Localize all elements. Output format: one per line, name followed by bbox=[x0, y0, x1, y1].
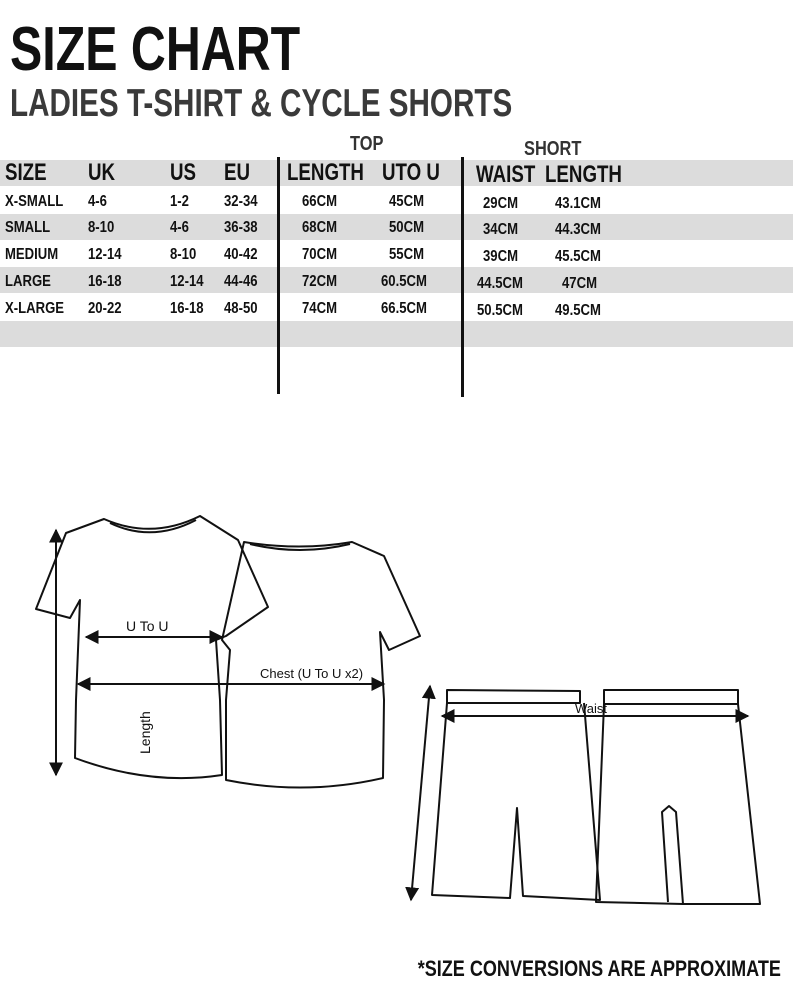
divider-short-section bbox=[461, 157, 464, 397]
table-cell-eu: 40-42 bbox=[224, 246, 258, 263]
chest-label: Chest (U To U x2) bbox=[260, 666, 364, 681]
table-cell-eu: 48-50 bbox=[224, 300, 258, 317]
col-header-eu: EU bbox=[224, 159, 251, 186]
table-cell-eu: 32-34 bbox=[224, 193, 258, 210]
shorts-length-arrow bbox=[411, 686, 430, 900]
table-cell-uto-u: 60.5CM bbox=[381, 273, 427, 290]
table-cell-size: SMALL bbox=[5, 219, 51, 236]
col-header-size: SIZE bbox=[5, 159, 47, 186]
table-cell-short-length: 43.1CM bbox=[555, 195, 601, 212]
table-cell-uk: 16-18 bbox=[88, 273, 122, 290]
col-header-us: US bbox=[170, 159, 197, 186]
table-cell-waist: 29CM bbox=[483, 195, 519, 212]
table-cell-size: LARGE bbox=[5, 273, 51, 290]
table-cell-size: X-LARGE bbox=[5, 300, 65, 317]
length-label: Length bbox=[137, 711, 153, 754]
table-cell-size: X-SMALL bbox=[5, 193, 64, 210]
table-cell-size: MEDIUM bbox=[5, 246, 59, 263]
table-cell-us: 1-2 bbox=[170, 193, 189, 210]
waist-label: Waist bbox=[575, 701, 608, 716]
table-cell-top-length: 72CM bbox=[302, 273, 338, 290]
table-cell-uk: 8-10 bbox=[88, 219, 115, 236]
col-header-short-length: LENGTH bbox=[545, 161, 622, 188]
group-header-short: SHORT bbox=[524, 138, 582, 160]
table-cell-eu: 36-38 bbox=[224, 219, 258, 236]
table-cell-short-length: 49.5CM bbox=[555, 302, 601, 319]
table-cell-us: 16-18 bbox=[170, 300, 204, 317]
shorts-outline bbox=[432, 690, 760, 904]
table-cell-waist: 39CM bbox=[483, 248, 519, 265]
col-header-uk: UK bbox=[88, 159, 116, 186]
table-cell-uk: 12-14 bbox=[88, 246, 122, 263]
table-cell-uto-u: 66.5CM bbox=[381, 300, 427, 317]
table-cell-waist: 44.5CM bbox=[477, 275, 523, 292]
table-cell-short-length: 44.3CM bbox=[555, 221, 601, 238]
table-cell-uto-u: 45CM bbox=[389, 193, 425, 210]
table-cell-short-length: 47CM bbox=[562, 275, 598, 292]
table-cell-uto-u: 50CM bbox=[389, 219, 425, 236]
tshirt-back-outline bbox=[222, 542, 420, 788]
table-cell-waist: 34CM bbox=[483, 221, 519, 238]
col-header-top-length: LENGTH bbox=[287, 159, 364, 186]
table-cell-top-length: 66CM bbox=[302, 193, 338, 210]
group-header-top: TOP bbox=[350, 133, 384, 155]
table-cell-eu: 44-46 bbox=[224, 273, 258, 290]
divider-top-section bbox=[277, 157, 280, 394]
page-title: SIZE CHART bbox=[10, 15, 301, 84]
table-cell-short-length: 45.5CM bbox=[555, 248, 601, 265]
table-cell-top-length: 74CM bbox=[302, 300, 338, 317]
col-header-waist: WAIST bbox=[476, 161, 536, 188]
u-to-u-label: U To U bbox=[126, 618, 169, 634]
garment-diagram bbox=[0, 490, 793, 950]
disclaimer-note: *SIZE CONVERSIONS ARE APPROXIMATE bbox=[417, 956, 781, 981]
row-band-empty bbox=[0, 321, 793, 347]
table-cell-us: 4-6 bbox=[170, 219, 189, 236]
table-cell-uto-u: 55CM bbox=[389, 246, 425, 263]
table-cell-us: 12-14 bbox=[170, 273, 204, 290]
table-cell-top-length: 68CM bbox=[302, 219, 338, 236]
col-header-uto-u: UTO U bbox=[382, 159, 440, 186]
table-cell-us: 8-10 bbox=[170, 246, 197, 263]
table-cell-uk: 4-6 bbox=[88, 193, 107, 210]
page-subtitle: LADIES T-SHIRT & CYCLE SHORTS bbox=[10, 82, 513, 125]
table-cell-top-length: 70CM bbox=[302, 246, 338, 263]
table-cell-uk: 20-22 bbox=[88, 300, 122, 317]
table-cell-waist: 50.5CM bbox=[477, 302, 523, 319]
